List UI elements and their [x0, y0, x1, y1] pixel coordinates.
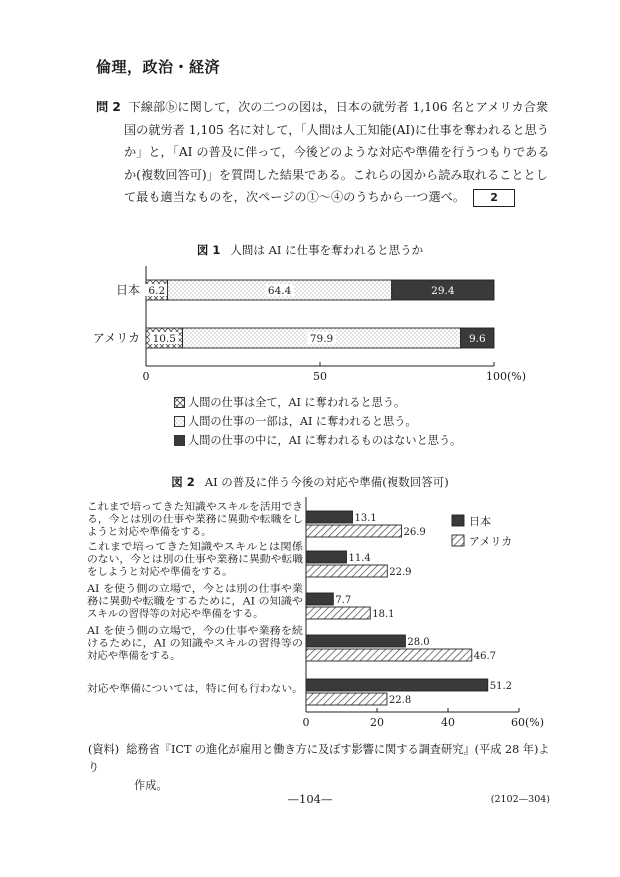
- category-label: のない，今とは別の仕事や業務に異動や転職: [87, 553, 295, 566]
- answer-box: 2: [473, 189, 515, 207]
- legend-swatch-usa: [452, 535, 464, 546]
- bar-japan: [306, 593, 333, 605]
- category-label: ようと対応や準備をする。: [87, 526, 212, 538]
- dotted-swatch-icon: [174, 416, 185, 427]
- data-label: 51.2: [489, 681, 513, 692]
- legend-swatch-japan: [452, 515, 464, 526]
- category-label: けるために，AI の知識やスキルの習得等の: [87, 637, 289, 650]
- source-line-1: 総務省『ICT の進化が雇用と働き方に及ぼす影響に関する調査研究』(平成 28 年)より: [88, 743, 550, 774]
- category-label: スキルの習得等の対応や準備をする。: [87, 608, 264, 620]
- data-label: 79.9: [309, 333, 334, 345]
- category-label: る，今とは別の仕事や業務に異動や転職をし: [87, 513, 295, 526]
- question-line-3: か」と，「AI の普及に伴って，今後どのような対応や準備を行うつもりである: [124, 145, 550, 159]
- data-label: 29.4: [431, 285, 455, 297]
- x-tick-label: 60(%): [511, 716, 545, 729]
- category-label: これまで培ってきた知識やスキルとは関係: [87, 541, 285, 553]
- figure1-title: [0, 242, 620, 258]
- figure1-legend: [174, 393, 461, 450]
- section-heading: 倫理，政治・経済: [96, 58, 221, 76]
- bar-usa: [306, 649, 472, 661]
- figure2-title-text: AI の普及に伴う今後の対応や準備(複数回答可): [204, 475, 449, 489]
- legend-label-all: 人間の仕事は全て，AI に奪われると思う。: [188, 396, 406, 409]
- category-label: 日本: [115, 283, 140, 297]
- data-label: 13.1: [354, 513, 377, 524]
- solid-swatch-icon: [174, 435, 185, 446]
- x-tick-label: 0: [302, 716, 310, 729]
- data-label: 11.4: [348, 553, 371, 564]
- page-code: (2102—304): [490, 794, 550, 805]
- x-tick-label: 0: [142, 370, 150, 383]
- legend-item-all: [174, 393, 461, 412]
- cross-swatch-icon: [174, 397, 185, 408]
- data-label: 7.7: [335, 595, 352, 606]
- figure1-title-text: 人間は AI に仕事を奪われると思うか: [230, 243, 424, 257]
- question-line-5: て最も適当なものを，次ページの①～④のうちから一つ選べ。: [124, 190, 466, 204]
- legend-label-usa: アメリカ: [469, 535, 513, 548]
- question-line-4: か(複数回答可)」を質問した結果である。これらの図から読み取れることとし: [124, 167, 548, 182]
- source-label: (資料): [88, 743, 120, 756]
- category-label: アメリカ: [92, 331, 140, 345]
- data-label: 46.7: [473, 651, 497, 662]
- page-number: —104—: [287, 792, 333, 806]
- legend-label-none: 人間の仕事の中に，AI に奪われるものはないと思う。: [188, 434, 462, 447]
- data-label: 9.6: [468, 333, 486, 345]
- data-label: 22.8: [388, 695, 412, 706]
- data-label: 64.4: [267, 285, 292, 297]
- category-label: 対応や準備をする。: [87, 650, 181, 662]
- data-label: 26.9: [403, 527, 426, 538]
- x-tick-label: 20: [370, 716, 384, 729]
- question-line-2: 国の就労者 1,105 名に対して，「人間は人工知能(AI)に仕事を奪われると思う: [124, 122, 550, 137]
- category-label: AI を使う側の立場で，今の仕事や業務を続: [87, 625, 289, 637]
- data-label: 10.5: [152, 333, 176, 345]
- category-label: 対応や準備については，特に何も行わない。: [87, 683, 295, 695]
- x-tick-label: 100(%): [486, 370, 527, 383]
- figure2-title: [0, 474, 620, 490]
- figure1-chart: [0, 262, 620, 392]
- data-label: 18.1: [372, 609, 395, 620]
- bar-japan: [306, 551, 346, 563]
- data-label: 28.0: [407, 637, 430, 648]
- data-label: 6.2: [148, 285, 166, 297]
- category-label: をしようと対応や準備をする。: [87, 566, 233, 578]
- bar-usa: [306, 607, 370, 619]
- question-number: 問 2: [96, 100, 121, 114]
- figure1-number: 図 1: [196, 243, 221, 257]
- bar-japan: [306, 511, 353, 523]
- question-line-1: 下線部ⓑに関して，次の二つの図は，日本の就労者 1,106 名とアメリカ合衆: [128, 100, 549, 114]
- bar-usa: [306, 525, 401, 537]
- source-note: [88, 741, 558, 795]
- bar-japan: [306, 679, 488, 691]
- bar-japan: [306, 635, 405, 647]
- figure2-chart: [0, 497, 620, 737]
- bar-usa: [306, 693, 387, 705]
- x-tick-label: 50: [313, 370, 327, 383]
- question-block: [96, 96, 550, 209]
- bar-usa: [306, 565, 387, 577]
- data-label: 22.9: [389, 567, 412, 578]
- legend-label-japan: 日本: [469, 515, 491, 528]
- category-label: AI を使う側の立場で，今とは別の仕事や業: [87, 583, 289, 595]
- legend-label-partial: 人間の仕事の一部は，AI に奪われると思う。: [188, 415, 417, 428]
- legend-item-partial: [174, 412, 461, 431]
- figure2-number: 図 2: [171, 475, 195, 489]
- category-label: 務に異動や転職をするために，AI の知識や: [87, 595, 289, 608]
- category-label: これまで培ってきた知識やスキルを活用でき: [87, 501, 295, 513]
- source-line-2: 作成。: [134, 779, 168, 792]
- x-tick-label: 40: [441, 716, 455, 729]
- legend-item-none: [174, 431, 461, 450]
